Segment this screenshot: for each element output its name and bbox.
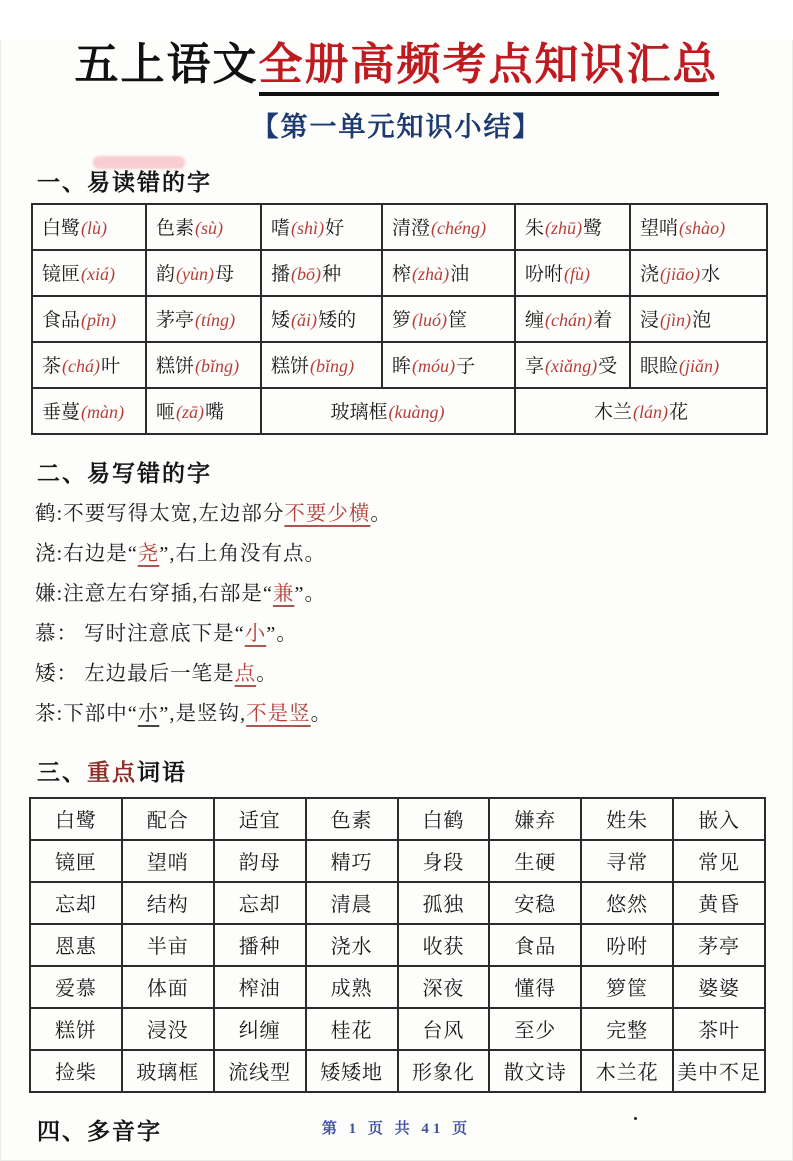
cell-text: 安稳	[514, 894, 557, 917]
ink-dot-artifact	[634, 1117, 637, 1120]
pinyin-annotation: (lán)	[632, 402, 669, 423]
table-cell	[515, 296, 630, 342]
cell-text: 寻常	[606, 852, 649, 875]
table-cell	[398, 924, 490, 966]
table-row	[30, 840, 765, 882]
section-heading-miswrite	[37, 455, 792, 488]
table-cell	[630, 204, 767, 250]
table-cell	[515, 388, 767, 434]
page-title	[1, 40, 792, 91]
table-cell	[398, 1050, 490, 1092]
cell-text: 流线型	[228, 1062, 292, 1085]
table-cell	[30, 840, 122, 882]
cell-text: 吩咐	[606, 936, 649, 959]
table-cell	[581, 966, 673, 1008]
cell-text: 生硬	[514, 852, 557, 875]
cell-text: 纠缠	[238, 1020, 281, 1043]
note-line	[35, 574, 792, 614]
table-cell	[146, 388, 261, 434]
emphasis-text: 不是竖	[246, 702, 311, 725]
section-heading-polyphonic-label: 四、多音字	[37, 1118, 162, 1144]
table-cell	[398, 966, 490, 1008]
table-cell	[398, 882, 490, 924]
cell-text: 色素	[156, 218, 195, 240]
table-cell	[306, 1050, 398, 1092]
table-cell	[581, 924, 673, 966]
cell-text: 嘴	[205, 402, 225, 424]
cell-text: 浸没	[146, 1020, 189, 1043]
cell-text: 婆婆	[698, 978, 741, 1001]
emphasis-text: 不要少横	[284, 502, 371, 525]
table-cell	[214, 882, 306, 924]
table-cell	[306, 966, 398, 1008]
table-cell	[122, 1008, 214, 1050]
emphasis-text: 点	[234, 662, 257, 685]
cell-text: 成熟	[330, 978, 373, 1001]
cell-text: 形象化	[411, 1062, 475, 1085]
pinyin-annotation: (shì)	[291, 218, 325, 239]
table-cell	[214, 798, 306, 840]
note-text: ”。	[266, 622, 298, 645]
table-cell	[489, 840, 581, 882]
page-number-footer: 第 1 页 共 41 页	[321, 1121, 472, 1137]
table-cell	[306, 1008, 398, 1050]
cell-text: 玻璃框	[330, 402, 388, 424]
cell-text: 姓朱	[606, 810, 649, 833]
table-cell	[673, 1050, 765, 1092]
cell-text: 白鹭	[42, 218, 81, 240]
note-line	[35, 614, 792, 654]
cell-text: 悠然	[606, 894, 649, 917]
pinyin-annotation: (móu)	[412, 356, 456, 377]
cell-text: 木兰花	[595, 1062, 659, 1085]
note-line	[35, 494, 792, 534]
pink-highlight-mark	[93, 156, 185, 169]
cell-text: 清澄	[392, 218, 431, 240]
cell-text: 散文诗	[503, 1062, 567, 1085]
pinyin-annotation: (zā)	[176, 402, 205, 423]
table-row	[32, 250, 767, 296]
pinyin-annotation: (bǐng)	[195, 356, 240, 377]
cell-text: 母	[215, 264, 235, 286]
cell-text: 玻璃框	[136, 1062, 200, 1085]
cell-text: 望哨	[146, 852, 189, 875]
note-text: ”,右上角没有点。	[159, 542, 327, 565]
pinyin-annotation: (xiá)	[81, 264, 116, 285]
table-cell	[306, 882, 398, 924]
table-cell	[306, 798, 398, 840]
cell-text: 箩筐	[606, 978, 649, 1001]
misread-characters-table	[31, 203, 768, 435]
cell-text: 水	[701, 264, 721, 286]
table-cell	[581, 840, 673, 882]
miswrite-notes	[35, 494, 792, 734]
table-row	[32, 388, 767, 434]
table-cell	[673, 798, 765, 840]
table-cell	[32, 342, 146, 388]
cell-text: 子	[456, 356, 476, 378]
pinyin-annotation: (kuàng)	[388, 402, 445, 423]
cell-text: 台风	[422, 1020, 465, 1043]
cell-text: 浇	[640, 264, 660, 286]
table-cell	[673, 924, 765, 966]
cell-text: 花	[669, 402, 689, 424]
cell-text: 懂得	[514, 978, 557, 1001]
table-cell	[306, 924, 398, 966]
table-cell	[30, 798, 122, 840]
cell-text: 浸	[640, 310, 660, 332]
table-cell	[673, 840, 765, 882]
pinyin-annotation: (zhū)	[545, 218, 583, 239]
note-line	[35, 654, 792, 694]
cell-text: 韵	[156, 264, 176, 286]
table-cell	[673, 882, 765, 924]
note-text: ”。	[294, 582, 327, 605]
section-heading-misread	[37, 164, 792, 197]
note-text: 。	[310, 702, 333, 725]
table-cell	[30, 1008, 122, 1050]
table-cell	[30, 966, 122, 1008]
cell-text: 孤独	[422, 894, 465, 917]
cell-text: 油	[450, 264, 470, 286]
note-text: 浇:右边是“	[35, 542, 138, 565]
cell-text: 捡柴	[54, 1062, 97, 1085]
table-cell	[306, 840, 398, 882]
table-cell	[30, 882, 122, 924]
note-text: 嫌:注意左右穿插,右部是“	[35, 582, 273, 605]
pinyin-annotation: (chán)	[545, 310, 593, 331]
cell-text: 吩咐	[525, 264, 564, 286]
table-cell	[581, 1008, 673, 1050]
table-cell	[146, 342, 261, 388]
pinyin-annotation: (shào)	[679, 218, 726, 239]
pinyin-annotation: (zhà)	[412, 264, 450, 285]
section-heading-words-prefix: 三、	[37, 759, 87, 785]
table-row	[30, 882, 765, 924]
table-cell	[581, 798, 673, 840]
cell-text: 叶	[101, 356, 121, 378]
cell-text: 好	[325, 218, 345, 240]
section-heading-words-red: 重点	[87, 759, 137, 785]
pinyin-annotation: (sù)	[195, 218, 224, 239]
cell-text: 享	[525, 356, 545, 378]
table-cell	[146, 296, 261, 342]
cell-text: 茶	[42, 356, 62, 378]
table-cell	[214, 1008, 306, 1050]
section-heading-misread-label: 一、易读错的字	[37, 169, 212, 195]
table-cell	[398, 840, 490, 882]
pinyin-annotation: (jìn)	[660, 310, 692, 331]
cell-text: 糕饼	[156, 356, 195, 378]
table-cell	[122, 1050, 214, 1092]
table-cell	[398, 1008, 490, 1050]
table-row	[30, 966, 765, 1008]
cell-text: 嗜	[271, 218, 291, 240]
cell-text: 嵌入	[698, 810, 741, 833]
cell-text: 嫌弃	[514, 810, 557, 833]
cell-text: 配合	[146, 810, 189, 833]
cell-text: 镜匣	[54, 852, 97, 875]
cell-text: 垂蔓	[42, 402, 81, 424]
cell-text: 至少	[514, 1020, 557, 1043]
cell-text: 矮	[271, 310, 291, 332]
cell-text: 糕饼	[271, 356, 310, 378]
cell-text: 常见	[698, 852, 741, 875]
unit-subtitle: 【第一单元知识小结】	[251, 111, 542, 142]
table-row	[30, 1008, 765, 1050]
section-heading-words-rest: 词语	[137, 759, 187, 785]
cell-text: 糕饼	[54, 1020, 97, 1043]
cell-text: 镜匣	[42, 264, 81, 286]
cell-text: 榨	[392, 264, 412, 286]
pinyin-annotation: (xiǎng)	[545, 356, 598, 377]
cell-text: 茶叶	[698, 1020, 741, 1043]
table-cell	[261, 250, 382, 296]
cell-text: 身段	[422, 852, 465, 875]
pinyin-annotation: (pǐn)	[81, 310, 117, 331]
cell-text: 筐	[448, 310, 468, 332]
pinyin-annotation: (jiāo)	[660, 264, 701, 285]
table-cell	[214, 840, 306, 882]
table-cell	[382, 296, 515, 342]
table-cell	[489, 1050, 581, 1092]
note-text: 。	[256, 662, 278, 685]
cell-text: 食品	[42, 310, 81, 332]
cell-text: 望哨	[640, 218, 679, 240]
table-cell	[673, 1008, 765, 1050]
table-cell	[489, 924, 581, 966]
page-title-red: 全册高频考点知识汇总	[259, 40, 719, 96]
cell-text: 爱慕	[54, 978, 97, 1001]
cell-text: 咂	[156, 402, 176, 424]
table-cell	[630, 342, 767, 388]
cell-text: 黄昏	[698, 894, 741, 917]
document-page	[0, 40, 793, 1161]
cell-text: 韵母	[238, 852, 281, 875]
cell-text: 着	[593, 310, 613, 332]
cell-text: 眸	[392, 356, 412, 378]
table-cell	[382, 250, 515, 296]
note-text: 茶:下部中“	[35, 702, 138, 725]
note-text: ”,是竖钩,	[159, 702, 247, 725]
cell-text: 忘却	[238, 894, 281, 917]
cell-text: 深夜	[422, 978, 465, 1001]
cell-text: 白鹭	[54, 810, 97, 833]
table-cell	[261, 296, 382, 342]
pinyin-annotation: (chéng)	[431, 218, 487, 239]
cell-text: 适宜	[238, 810, 281, 833]
cell-text: 精巧	[330, 852, 373, 875]
table-cell	[630, 250, 767, 296]
note-line	[35, 534, 792, 574]
table-row	[32, 342, 767, 388]
cell-text: 半亩	[146, 936, 189, 959]
note-line	[35, 694, 792, 734]
table-cell	[214, 966, 306, 1008]
cell-text: 茅亭	[156, 310, 195, 332]
cell-text: 结构	[146, 894, 189, 917]
table-cell	[581, 882, 673, 924]
table-row	[30, 924, 765, 966]
table-cell	[122, 882, 214, 924]
table-cell	[32, 388, 146, 434]
cell-text: 美中不足	[677, 1062, 762, 1085]
table-cell	[515, 342, 630, 388]
table-cell	[515, 250, 630, 296]
cell-text: 浇水	[330, 936, 373, 959]
table-cell	[382, 204, 515, 250]
cell-text: 茅亭	[698, 936, 741, 959]
cell-text: 种	[322, 264, 342, 286]
table-cell	[32, 204, 146, 250]
cell-text: 鹭	[583, 218, 603, 240]
cell-text: 缠	[525, 310, 545, 332]
table-row	[30, 1050, 765, 1092]
emphasis-text: 小	[244, 622, 267, 645]
cell-text: 木兰	[593, 402, 632, 424]
table-cell	[214, 924, 306, 966]
table-cell	[146, 250, 261, 296]
cell-text: 播种	[238, 936, 281, 959]
pinyin-annotation: (tíng)	[195, 310, 236, 331]
cell-text: 白鹤	[422, 810, 465, 833]
table-cell	[122, 840, 214, 882]
table-cell	[630, 296, 767, 342]
page-title-black: 五上语文	[74, 40, 259, 89]
table-cell	[122, 798, 214, 840]
cell-text: 桂花	[330, 1020, 373, 1043]
table-cell	[30, 924, 122, 966]
cell-text: 泡	[692, 310, 712, 332]
pinyin-annotation: (bǐng)	[310, 356, 355, 377]
table-row	[32, 204, 767, 250]
table-cell	[214, 1050, 306, 1092]
table-cell	[261, 204, 382, 250]
cell-text: 矮矮地	[320, 1062, 384, 1085]
cell-text: 食品	[514, 936, 557, 959]
table-cell	[32, 250, 146, 296]
table-cell	[515, 204, 630, 250]
cell-text: 榨油	[238, 978, 281, 1001]
pinyin-annotation: (fù)	[564, 264, 591, 285]
cell-text: 箩	[392, 310, 412, 332]
table-cell	[489, 882, 581, 924]
cell-text: 完整	[606, 1020, 649, 1043]
table-row	[32, 296, 767, 342]
pinyin-annotation: (chá)	[62, 356, 101, 377]
emphasis-text: 尧	[137, 542, 160, 565]
table-cell	[146, 204, 261, 250]
note-text: 慕： 写时注意底下是“	[35, 622, 245, 645]
section-heading-words	[37, 754, 792, 787]
table-cell	[489, 1008, 581, 1050]
note-text: 矮： 左边最后一笔是	[35, 662, 235, 685]
table-cell	[122, 966, 214, 1008]
pinyin-annotation: (bō)	[291, 264, 322, 285]
pinyin-annotation: (jiǎn)	[679, 356, 720, 377]
table-row	[30, 798, 765, 840]
table-cell	[581, 1050, 673, 1092]
cell-text: 朱	[525, 218, 545, 240]
emphasis-text: 朩	[137, 702, 160, 725]
pinyin-annotation: (màn)	[81, 402, 125, 423]
cell-text: 收获	[422, 936, 465, 959]
cell-text: 播	[271, 264, 291, 286]
table-cell	[32, 296, 146, 342]
cell-text: 清晨	[330, 894, 373, 917]
table-cell	[398, 798, 490, 840]
cell-text: 色素	[330, 810, 373, 833]
table-cell	[673, 966, 765, 1008]
cell-text: 忘却	[54, 894, 97, 917]
table-cell	[489, 798, 581, 840]
emphasis-text: 兼	[272, 582, 295, 605]
table-cell	[122, 924, 214, 966]
pinyin-annotation: (ǎi)	[291, 310, 318, 331]
section-heading-miswrite-label: 二、易写错的字	[37, 460, 212, 486]
table-cell	[489, 966, 581, 1008]
table-cell	[30, 1050, 122, 1092]
cell-text: 矮的	[318, 310, 357, 332]
note-text: 鹤:不要写得太宽,左边部分	[35, 502, 285, 525]
cell-text: 眼睑	[640, 356, 679, 378]
pinyin-annotation: (lù)	[81, 218, 108, 239]
table-cell	[261, 388, 515, 434]
pinyin-annotation: (yùn)	[176, 264, 215, 285]
table-cell	[382, 342, 515, 388]
cell-text: 体面	[146, 978, 189, 1001]
key-words-table	[29, 797, 766, 1093]
pinyin-annotation: (luó)	[412, 310, 448, 331]
note-text: 。	[370, 502, 392, 525]
cell-text: 受	[598, 356, 618, 378]
table-cell	[261, 342, 382, 388]
cell-text: 恩惠	[54, 936, 97, 959]
